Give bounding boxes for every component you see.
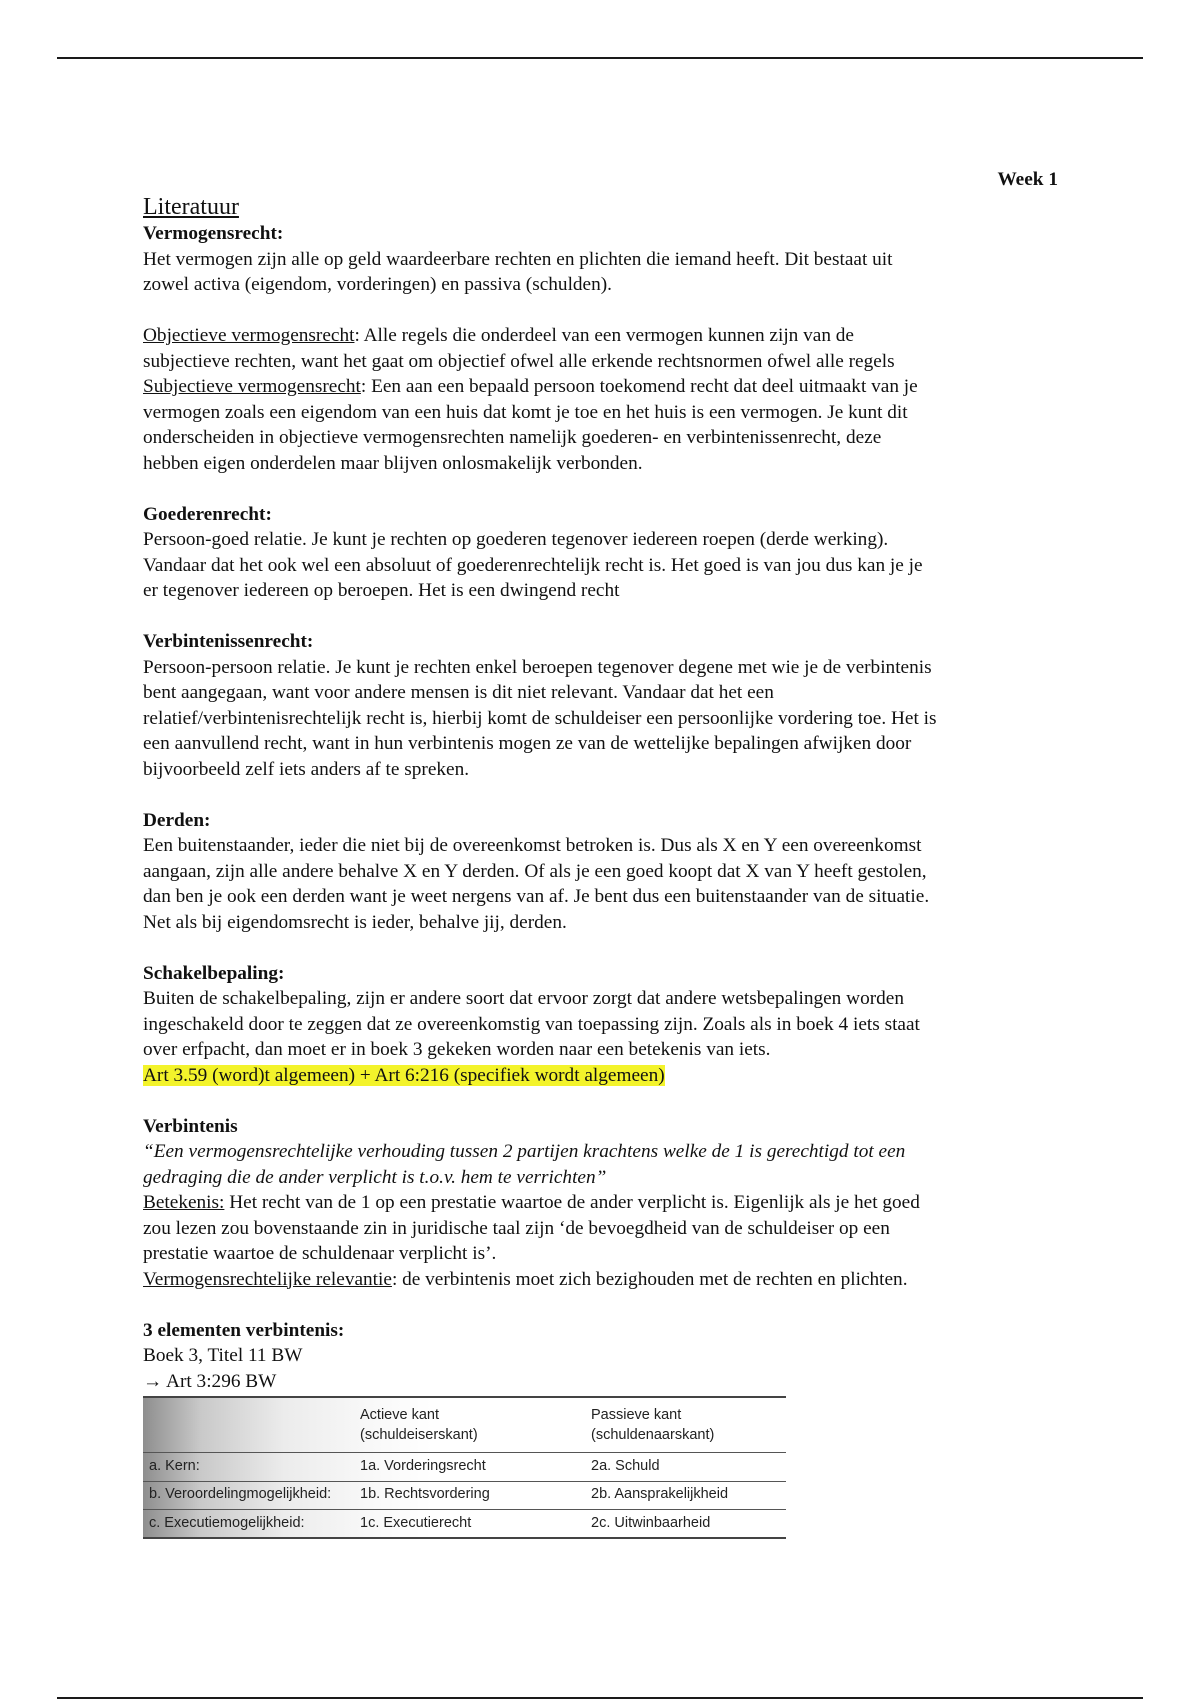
paragraph-line: subjectieve rechten, want het gaat om objectief ofwel alle erkende rechtsnormen ofwel alle regels bbox=[143, 350, 895, 372]
table-row bbox=[143, 1509, 786, 1538]
highlight-line bbox=[143, 1063, 1058, 1089]
paragraph-line: over erfpacht, dan moet er in boek 3 gekeken worden naar een betekenis van iets. bbox=[143, 1039, 771, 1060]
section-schakelbepaling bbox=[143, 961, 1058, 1089]
quote-line: gedraging die de ander verplicht is t.o.v. hem te verrichten” bbox=[143, 1166, 607, 1188]
table-header-active bbox=[354, 1397, 585, 1453]
heading-goederenrecht: Goederenrecht: bbox=[143, 503, 272, 525]
paragraph-line: Vandaar dat het ook wel een absoluut of goederenrechtelijk recht is. Het goed is van jou dus kan je je bbox=[143, 554, 923, 576]
row-active: 1b. Rechtsvordering bbox=[354, 1481, 585, 1509]
paragraph-line: relatief/verbintenisrechtelijk recht is, hierbij komt de schuldeiser een persoonlijke vordering toe. Het is bbox=[143, 707, 937, 729]
elements-table bbox=[143, 1396, 786, 1539]
paragraph-line: Boek 3, Titel 11 BW bbox=[143, 1345, 303, 1366]
section-elementen bbox=[143, 1318, 1058, 1395]
table-row bbox=[143, 1453, 786, 1481]
paragraph-line: Persoon-persoon relatie. Je kunt je rechten enkel beroepen tegenover degene met wie je de verbintenis bbox=[143, 656, 932, 678]
section-derden bbox=[143, 808, 1058, 936]
row-label: b. Veroordelingmogelijkheid: bbox=[143, 1481, 354, 1509]
row-label: c. Executiemogelijkheid: bbox=[143, 1509, 354, 1538]
paragraph-line: bijvoorbeeld zelf iets anders af te spreken. bbox=[143, 758, 470, 780]
table-header-empty bbox=[143, 1397, 354, 1453]
row-passive: 2a. Schuld bbox=[585, 1453, 786, 1481]
section-objectief-subjectief bbox=[143, 323, 1058, 476]
paragraph-line: zowel activa (eigendom, vorderingen) en passiva (schulden). bbox=[143, 274, 613, 295]
quote-line: “Een vermogensrechtelijke verhouding tussen 2 partijen krachtens welke de 1 is gerechtigd tot een bbox=[143, 1141, 906, 1162]
betekenis-text: Het recht van de 1 op een prestatie waartoe de ander verplicht is. Eigenlijk als je het goed bbox=[224, 1192, 920, 1213]
header-active-title: Actieve kant bbox=[360, 1407, 439, 1424]
term-objectief: Objectieve vermogensrecht bbox=[143, 325, 355, 346]
paragraph-line: Buiten de schakelbepaling, zijn er andere soort dat ervoor zorgt dat andere wetsbepalingen worden bbox=[143, 988, 904, 1009]
paragraph-line: prestatie waartoe de schuldenaar verplicht is’. bbox=[143, 1243, 497, 1264]
objectief-text: : Alle regels die onderdeel van een vermogen kunnen zijn van de bbox=[354, 325, 854, 346]
table-header-row bbox=[143, 1397, 786, 1453]
paragraph-line: er tegenover iedereen op beroepen. Het is een dwingend recht bbox=[143, 580, 620, 601]
row-active: 1c. Executierecht bbox=[354, 1509, 585, 1538]
subjectief-text: : Een aan een bepaald persoon toekomend recht dat deel uitmaakt van je bbox=[360, 376, 918, 397]
paragraph-line: vermogen zoals een eigendom van een huis dat komt je toe en het huis is een vermogen. Je kunt dit bbox=[143, 401, 908, 423]
table-row bbox=[143, 1481, 786, 1509]
paragraph-line: onderscheiden in objectieve vermogensrechten namelijk goederen- en verbintenissenrecht, deze bbox=[143, 427, 882, 448]
paragraph-line: dan ben je ook een derden want je weet nergens van af. Je bent dus een buitenstaander van de situatie. bbox=[143, 886, 930, 907]
heading-verbintenissenrecht: Verbintenissenrecht: bbox=[143, 631, 314, 652]
document-body bbox=[143, 167, 1058, 1539]
header-passive-title: Passieve kant bbox=[591, 1407, 682, 1424]
paragraph-line: een aanvullend recht, want in hun verbintenis mogen ze van de wettelijke bepalingen afwijken door bbox=[143, 733, 912, 754]
subjectief-line bbox=[143, 374, 1058, 400]
term-relevantie: Vermogensrechtelijke relevantie bbox=[143, 1268, 392, 1290]
section-goederenrecht bbox=[143, 502, 1058, 604]
paragraph-line: ingeschakeld door te zeggen dat ze overeenkomstig van toepassing zijn. Zoals als in boek 4 iets staat bbox=[143, 1013, 920, 1035]
paragraph-line: aangaan, zijn alle andere behalve X en Y derden. Of als je een goed koopt dat X van Y heeft gestolen, bbox=[143, 860, 927, 882]
relevantie-line bbox=[143, 1267, 1058, 1293]
heading-schakelbepaling: Schakelbepaling: bbox=[143, 962, 285, 984]
row-passive: 2c. Uitwinbaarheid bbox=[585, 1509, 786, 1538]
highlighted-article: Art 3.59 (word)t algemeen) + Art 6:216 (specifiek wordt algemeen) bbox=[143, 1064, 665, 1086]
heading-vermogensrecht: Vermogensrecht: bbox=[143, 223, 284, 244]
heading-verbintenis: Verbintenis bbox=[143, 1115, 238, 1137]
header-active-sub: (schuldeiserskant) bbox=[360, 1427, 478, 1444]
heading-elementen: 3 elementen verbintenis: bbox=[143, 1319, 345, 1341]
table-header-passive bbox=[585, 1397, 786, 1453]
week-label: Week 1 bbox=[997, 169, 1058, 190]
row-label: a. Kern: bbox=[143, 1453, 354, 1481]
section-verbintenis bbox=[143, 1114, 1058, 1293]
literatuur-title: Literatuur bbox=[143, 194, 239, 220]
row-passive: 2b. Aansprakelijkheid bbox=[585, 1481, 786, 1509]
term-betekenis: Betekenis: bbox=[143, 1192, 225, 1213]
paragraph-line: → Art 3:296 BW bbox=[143, 1370, 277, 1392]
verbintenis-elements-table bbox=[143, 1396, 786, 1539]
paragraph-line: Persoon-goed relatie. Je kunt je rechten op goederen tegenover iedereen roepen (derde werking). bbox=[143, 529, 889, 550]
heading-derden: Derden: bbox=[143, 809, 211, 831]
term-subjectief: Subjectieve vermogensrecht bbox=[143, 376, 361, 397]
objectief-line bbox=[143, 323, 1058, 349]
paragraph-line: hebben eigen onderdelen maar blijven onlosmakelijk verbonden. bbox=[143, 452, 643, 474]
paragraph-line: Net als bij eigendomsrecht is ieder, behalve jij, derden. bbox=[143, 911, 567, 933]
top-rule bbox=[57, 57, 1143, 59]
betekenis-line bbox=[143, 1190, 1058, 1216]
bottom-rule bbox=[57, 1697, 1143, 1699]
paragraph-line: zou lezen zou bovenstaande zin in juridische taal zijn ‘de bevoegdheid van de schuldeiser op een bbox=[143, 1217, 890, 1239]
row-active: 1a. Vorderingsrecht bbox=[354, 1453, 585, 1481]
section-vermogensrecht bbox=[143, 221, 1058, 298]
paragraph-line: bent aangegaan, want voor andere mensen is dit niet relevant. Vandaar dat het een bbox=[143, 682, 774, 703]
paragraph-line: Het vermogen zijn alle op geld waardeerbare rechten en plichten die iemand heeft. Dit bestaat uit bbox=[143, 248, 893, 270]
paragraph-line: Een buitenstaander, ieder die niet bij de overeenkomst betroken is. Dus als X en Y een overeenkomst bbox=[143, 835, 922, 856]
section-verbintenissenrecht bbox=[143, 629, 1058, 782]
header-passive-sub: (schuldenaarskant) bbox=[591, 1427, 715, 1444]
relevantie-text: : de verbintenis moet zich bezighouden met de rechten en plichten. bbox=[391, 1268, 908, 1290]
